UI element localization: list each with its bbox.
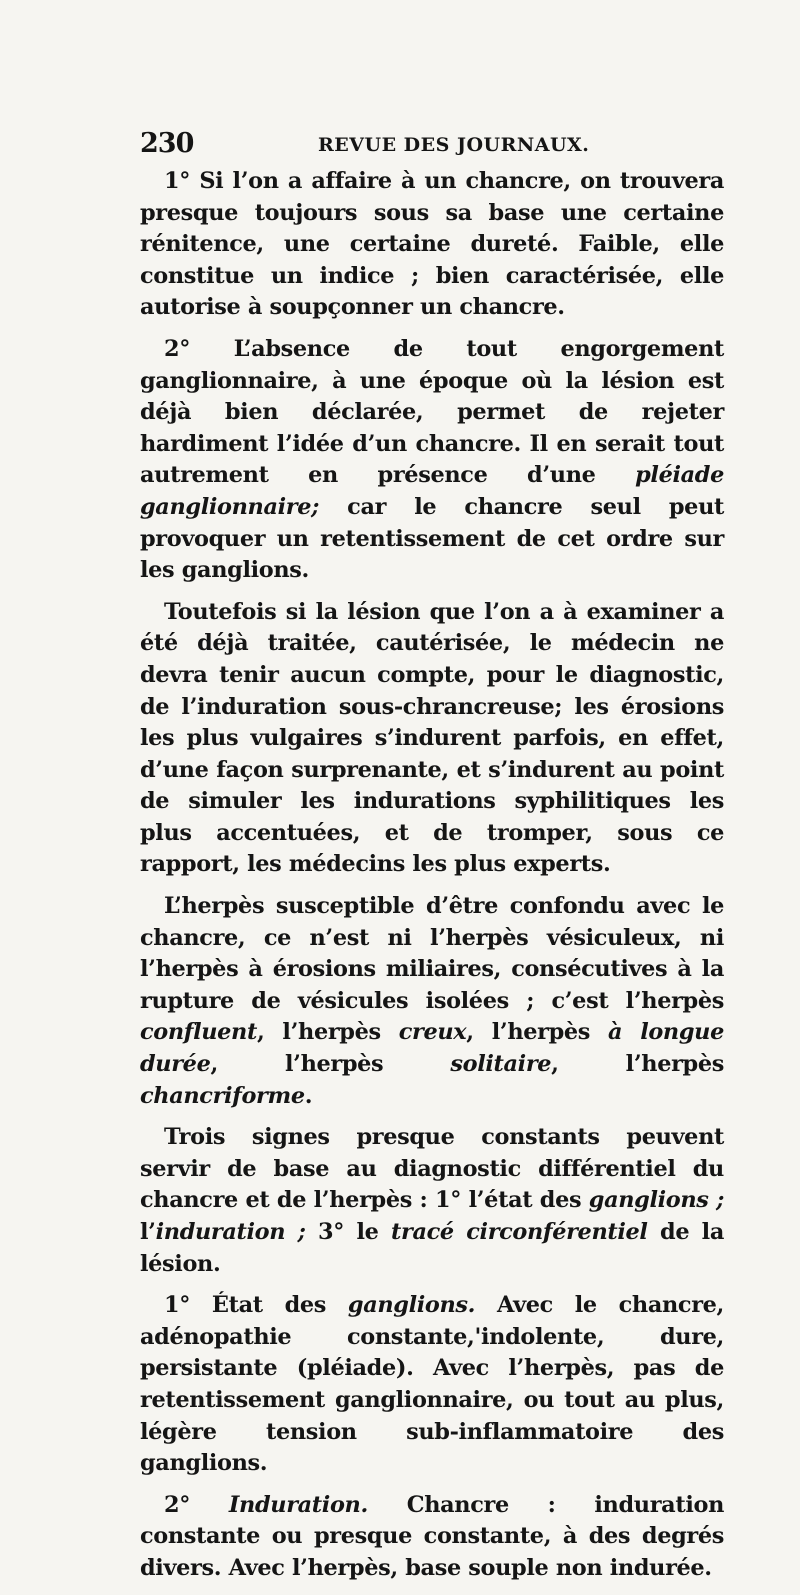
paragraph: Toutefois si la lésion que l’on a à examiner a été déjà traitée, cautérisée, le médecin ne devra tenir aucun compte, pour le diagnostic, de l’induration sous-chrancreuse; les érosions les plus vulgaires s’indurent parfois, en effet, d’une façon surprenante, et s’indurent au point de simuler les indurations syphilitiques les plus accentuées, et de tromper, sous ce rapport, les médecins les plus experts. (140, 598, 724, 878)
italic-term: tracé circonférentiel (391, 1219, 648, 1245)
text-span: , l’herpès (256, 1019, 399, 1046)
italic-term: ganglions ; (588, 1187, 725, 1214)
text-span: l’ (140, 1219, 156, 1245)
paragraph (140, 1290, 724, 1480)
body-text (140, 166, 724, 1595)
text-span: Chancre : induration constante ou presque constante, à des degrés divers. Avec l’herpès, base souple non indurée. (140, 1491, 724, 1581)
text-span: car le chancre seul peut provoquer un retentissement de cet ordre sur les ganglions. (140, 493, 724, 584)
paragraph: 1° Si l’on a affaire à un chancre, on trouvera presque toujours sous sa base une certaine rénitence, une certaine dureté. Faible, elle constitue un indice ; bien caractérisée, elle autorise à soupçonner un chancre. (140, 168, 724, 321)
paragraph (140, 334, 724, 587)
page-header (140, 128, 724, 162)
text-span: , l’herpès (466, 1019, 609, 1046)
text-span: 1° État des (164, 1292, 348, 1319)
text-span: Avec le chancre, adénopathie constante,'indolente, dure, persistante (pléiade). Avec l’herpès, pas de retentissement ganglionnaire, ou tout au plus, légère tension sub-inflammatoire des ganglions. (140, 1292, 724, 1477)
italic-term: confluent (140, 1019, 257, 1046)
text-span: . (304, 1082, 313, 1109)
italic-term: pléiade ganglionnaire; (140, 462, 724, 520)
italic-term: chancriforme (140, 1082, 305, 1109)
page-number: 230 (140, 128, 194, 159)
italic-term: à longue durée (140, 1019, 724, 1078)
text-span: de la lésion. (140, 1219, 724, 1277)
paragraph (140, 1490, 724, 1585)
text-span: , l’herpès (210, 1051, 451, 1078)
text-span: 2° (164, 1491, 229, 1518)
text-span: 3° le (305, 1219, 392, 1245)
italic-term: solitaire (450, 1051, 552, 1078)
italic-term: induration ; (155, 1219, 306, 1245)
text-span: L’herpès susceptible d’être confondu avec le chancre, ce n’est ni l’herpès vésiculeux, ni l’herpès à érosions miliaires, consécutives à la rupture de vésicules isolées ; c’est l’herpès (140, 893, 724, 1014)
text-span: 2° L’absence de tout engorgement ganglionnaire, à une époque où la lésion est déjà bien déclarée, permet de rejeter hardiment l’idée d’un chancre. Il en serait tout autrement en présence d’une (140, 335, 724, 489)
paragraph (140, 1122, 724, 1280)
text-span: Trois signes presque constants peuvent servir de base au diagnostic différentiel du chancre et de l’herpès : 1° l’état des (140, 1124, 724, 1214)
italic-term: creux (398, 1019, 467, 1046)
paragraph (140, 891, 724, 1112)
running-title: REVUE DES JOURNAUX. (318, 134, 590, 156)
text-span: , l’herpès (551, 1051, 724, 1078)
italic-term: ganglions. (347, 1292, 476, 1319)
italic-term: Induration. (228, 1491, 368, 1518)
